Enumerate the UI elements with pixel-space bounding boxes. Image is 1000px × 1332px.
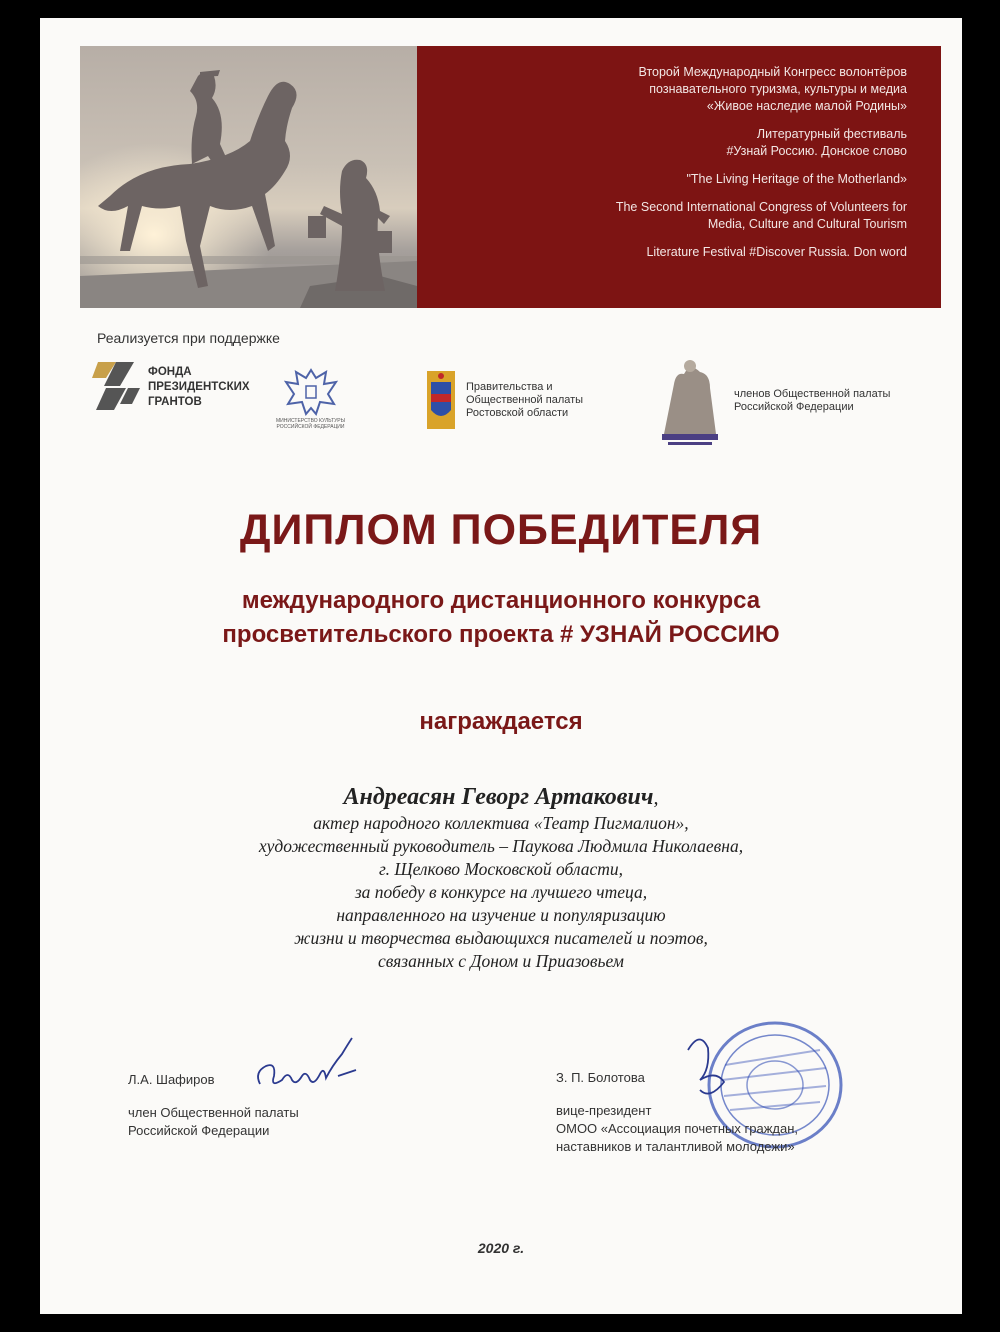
support-label: Реализуется при поддержке (97, 330, 280, 346)
festival-title-ru: Литературный фестиваль #Узнай Россию. Донское слово (726, 127, 907, 158)
diploma-year: 2020 г. (477, 1240, 525, 1256)
diploma-subtitle: международного дистанционного конкурса просветительского проекта # УЗНАЙ РОССИЮ (222, 587, 780, 648)
left-signatory-role: член Общественной палаты Российской Федерации (128, 1105, 299, 1138)
public-chamber-emblem-icon (654, 354, 726, 448)
rostov-text: Правительства и Общественной палаты Ростовской области (466, 380, 584, 419)
left-signatory-name: Л.А. Шафиров (128, 1072, 215, 1087)
diploma-title: ДИПЛОМ ПОБЕДИТЕЛЯ (239, 506, 763, 554)
monument-photo (80, 46, 417, 308)
award-details: актер народного коллектива «Театр Пигмалион», художественный руководитель – Паукова Людмила Николаевна, г. Щелково Московской области, за победу в конкурсе на лучшего чтеца, направленного на изучение и популяризацию жизни и творчества выдающихся писателей и поэтов, связанных с Доном и Приазовьем (258, 813, 744, 971)
festival-title-en: Literature Festival #Discover Russia. Don word (646, 245, 907, 259)
sponsor-public-chamber (654, 354, 890, 448)
event-info-panel (417, 46, 941, 308)
left-signature-icon (252, 1036, 362, 1096)
public-chamber-text: членов Общественной палаты Российской Федерации (734, 388, 891, 413)
right-signatory-role: вице-президент ОМОО «Ассоциация почетных граждан, наставников и талантливой молодежи» (556, 1103, 798, 1154)
right-signatory-name: З. П. Болотова (556, 1070, 645, 1085)
sponsor-ministry-culture (276, 364, 345, 430)
presidential-grants-logo (92, 358, 140, 416)
presidential-grants-text: ФОНДА ПРЕЗИДЕНТСКИХ ГРАНТОВ (148, 365, 250, 408)
rostov-coat-of-arms-icon (426, 370, 456, 430)
event-tagline-en: "The Living Heritage of the Motherland» (686, 172, 907, 186)
sponsor-rostov-government (426, 370, 583, 430)
event-title-en: The Second International Congress of Volunteers for Media, Culture and Cultural Tourism (615, 200, 907, 231)
awarded-label: награждается (419, 708, 583, 735)
sponsor-presidential-grants (92, 358, 250, 416)
event-title-ru: Второй Международный Конгресс волонтёров познавательного туризма, культуры и медиа «Живое наследие малой Родины» (638, 65, 907, 113)
ministry-caption: МИНИСТЕРСТВО КУЛЬТУРЫ РОССИЙСКОЙ ФЕДЕРАЦИИ (276, 418, 346, 430)
diploma-page (40, 18, 962, 1314)
recipient-name: Андреасян Геворг Артакович (343, 784, 654, 810)
recipient-block (40, 784, 962, 973)
eagle-emblem-icon (282, 364, 340, 418)
recipient-name-comma: , (653, 787, 659, 809)
